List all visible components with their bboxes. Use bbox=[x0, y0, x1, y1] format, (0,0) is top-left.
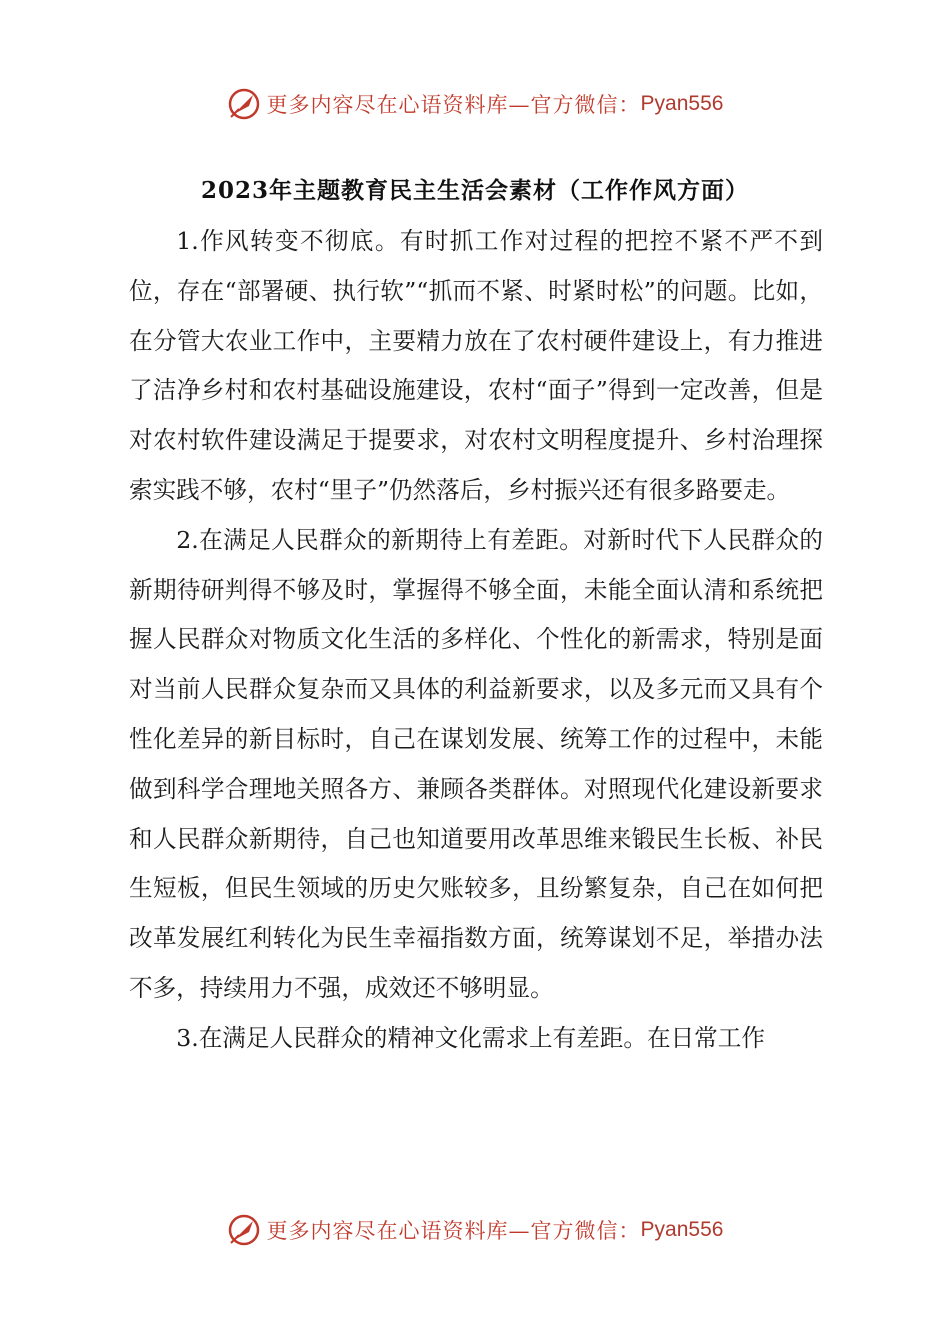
paragraph-2: 2.在满足人民群众的新期待上有差距。对新时代下人民群众的新期待研判得不够及时，掌握得不够全面，未能全面认清和系统把握人民群众对物质文化生活的多样化、个性化的新需求，特别是面对当前人民群众复杂而又具体的利益新要求，以及多元而又具有个性化差异的新目标时，自己在谋划发展、统筹工作的过程中，未能做到科学合理地关照各方、兼顾各类群体。对照现代化建设新要求和人民群众新期待，自己也知道要用改革思维来锻民生长板、补民生短板，但民生领域的历史欠账较多，且纷繁复杂，自己在如何把改革发展红利转化为民生幸福指数方面，统筹谋划不足，举措办法不多，持续用力不强，成效还不够明显。 bbox=[129, 525, 823, 1002]
footer-banner-text: 更多内容尽在心语资料库—官方微信： bbox=[266, 1219, 641, 1243]
footer-banner bbox=[0, 1210, 950, 1250]
paragraph-1: 1.作风转变不彻底。有时抓工作对过程的把控不紧不严不到位，存在“部署硬、执行软”“抓而不紧、时紧时松”的问题。比如，在分管大农业工作中，主要精力放在了农村硬件建设上，有力推进了洁净乡村和农村基础设施建设，农村“面子”得到一定改善，但是对农村软件建设满足于提要求，对农村文明程度提升、乡村治理探索实践不够，农村“里子”仍然落后，乡村振兴还有很多路要走。 bbox=[129, 227, 823, 504]
paragraph-3: 3.在满足人民群众的精神文化需求上有差距。在日常工作 bbox=[176, 1023, 765, 1052]
header-banner-text: 更多内容尽在心语资料库—官方微信： bbox=[266, 93, 641, 117]
header-banner bbox=[0, 84, 950, 124]
header-wechat-id: Pyan556 bbox=[640, 92, 724, 115]
document-body bbox=[129, 217, 823, 1064]
document-title: 2023年主题教育民主生活会素材（工作作风方面） bbox=[200, 177, 749, 204]
quill-pen-logo-icon bbox=[227, 87, 261, 121]
quill-pen-logo-icon bbox=[227, 1213, 261, 1247]
footer-wechat-id: Pyan556 bbox=[640, 1218, 724, 1241]
